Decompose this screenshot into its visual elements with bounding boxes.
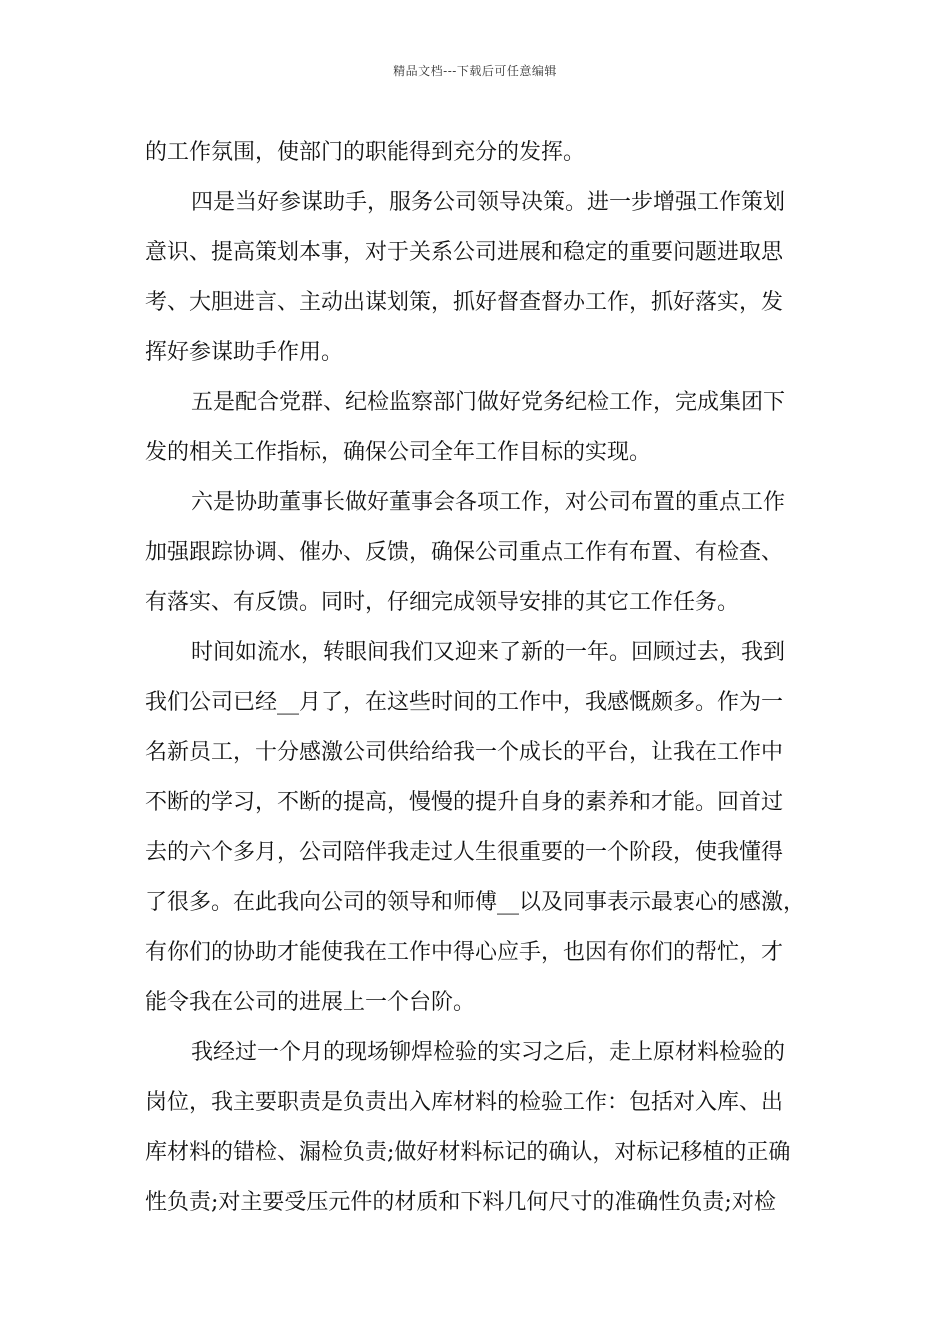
text-line: 我经过一个月的现场铆焊检验的实习之后，走上原材料检验的 bbox=[191, 1040, 786, 1065]
text-line: 不断的学习，不断的提高，慢慢的提升自身的素养和才能。回首过 bbox=[145, 790, 784, 815]
text-line: 岗位，我主要职责是负责出入库材料的检验工作：包括对入库、出 bbox=[145, 1090, 784, 1115]
text-line: 的工作氛围，使部门的职能得到充分的发挥。 bbox=[145, 140, 586, 165]
text-line: 时间如流水，转眼间我们又迎来了新的一年。回顾过去，我到 bbox=[191, 640, 786, 665]
text-line: 性负责;对主要受压元件的材质和下料几何尺寸的准确性负责;对检 bbox=[145, 1190, 776, 1215]
text-line: 去的六个多月，公司陪伴我走过人生很重要的一个阶段，使我懂得 bbox=[145, 840, 784, 865]
text-line: 意识、提高策划本事，对于关系公司进展和稳定的重要问题进取思 bbox=[145, 240, 784, 265]
text-line: 挥好参谋助手作用。 bbox=[145, 340, 344, 365]
text-line: 四是当好参谋助手，服务公司领导决策。进一步增强工作策划 bbox=[191, 190, 786, 215]
text-line: 有落实、有反馈。同时，仔细完成领导安排的其它工作任务。 bbox=[145, 590, 740, 615]
text-line: 我们公司已经__月了，在这些时间的工作中，我感慨颇多。作为一 bbox=[145, 690, 784, 715]
text-line: 发的相关工作指标，确保公司全年工作目标的实现。 bbox=[145, 440, 652, 465]
text-line: 了很多。在此我向公司的领导和师傅__以及同事表示最衷心的感激， bbox=[145, 890, 806, 915]
text-line: 名新员工，十分感激公司供给给我一个成长的平台，让我在工作中 bbox=[145, 740, 784, 765]
text-line: 六是协助董事长做好董事会各项工作，对公司布置的重点工作 bbox=[191, 490, 786, 515]
text-line: 五是配合党群、纪检监察部门做好党务纪检工作，完成集团下 bbox=[191, 390, 786, 415]
document-body bbox=[145, 128, 815, 1228]
text-line: 加强跟踪协调、催办、反馈，确保公司重点工作有布置、有检查、 bbox=[145, 540, 784, 565]
text-line: 有你们的协助才能使我在工作中得心应手，也因有你们的帮忙，才 bbox=[145, 940, 784, 965]
text-line: 考、大胆进言、主动出谋划策，抓好督查督办工作，抓好落实，发 bbox=[145, 290, 784, 315]
text-line: 能令我在公司的进展上一个台阶。 bbox=[145, 990, 476, 1015]
text-line: 库材料的错检、漏检负责;做好材料标记的确认，对标记移植的正确 bbox=[145, 1140, 791, 1165]
page-header: 精品文档---下载后可任意编辑 bbox=[393, 64, 557, 78]
